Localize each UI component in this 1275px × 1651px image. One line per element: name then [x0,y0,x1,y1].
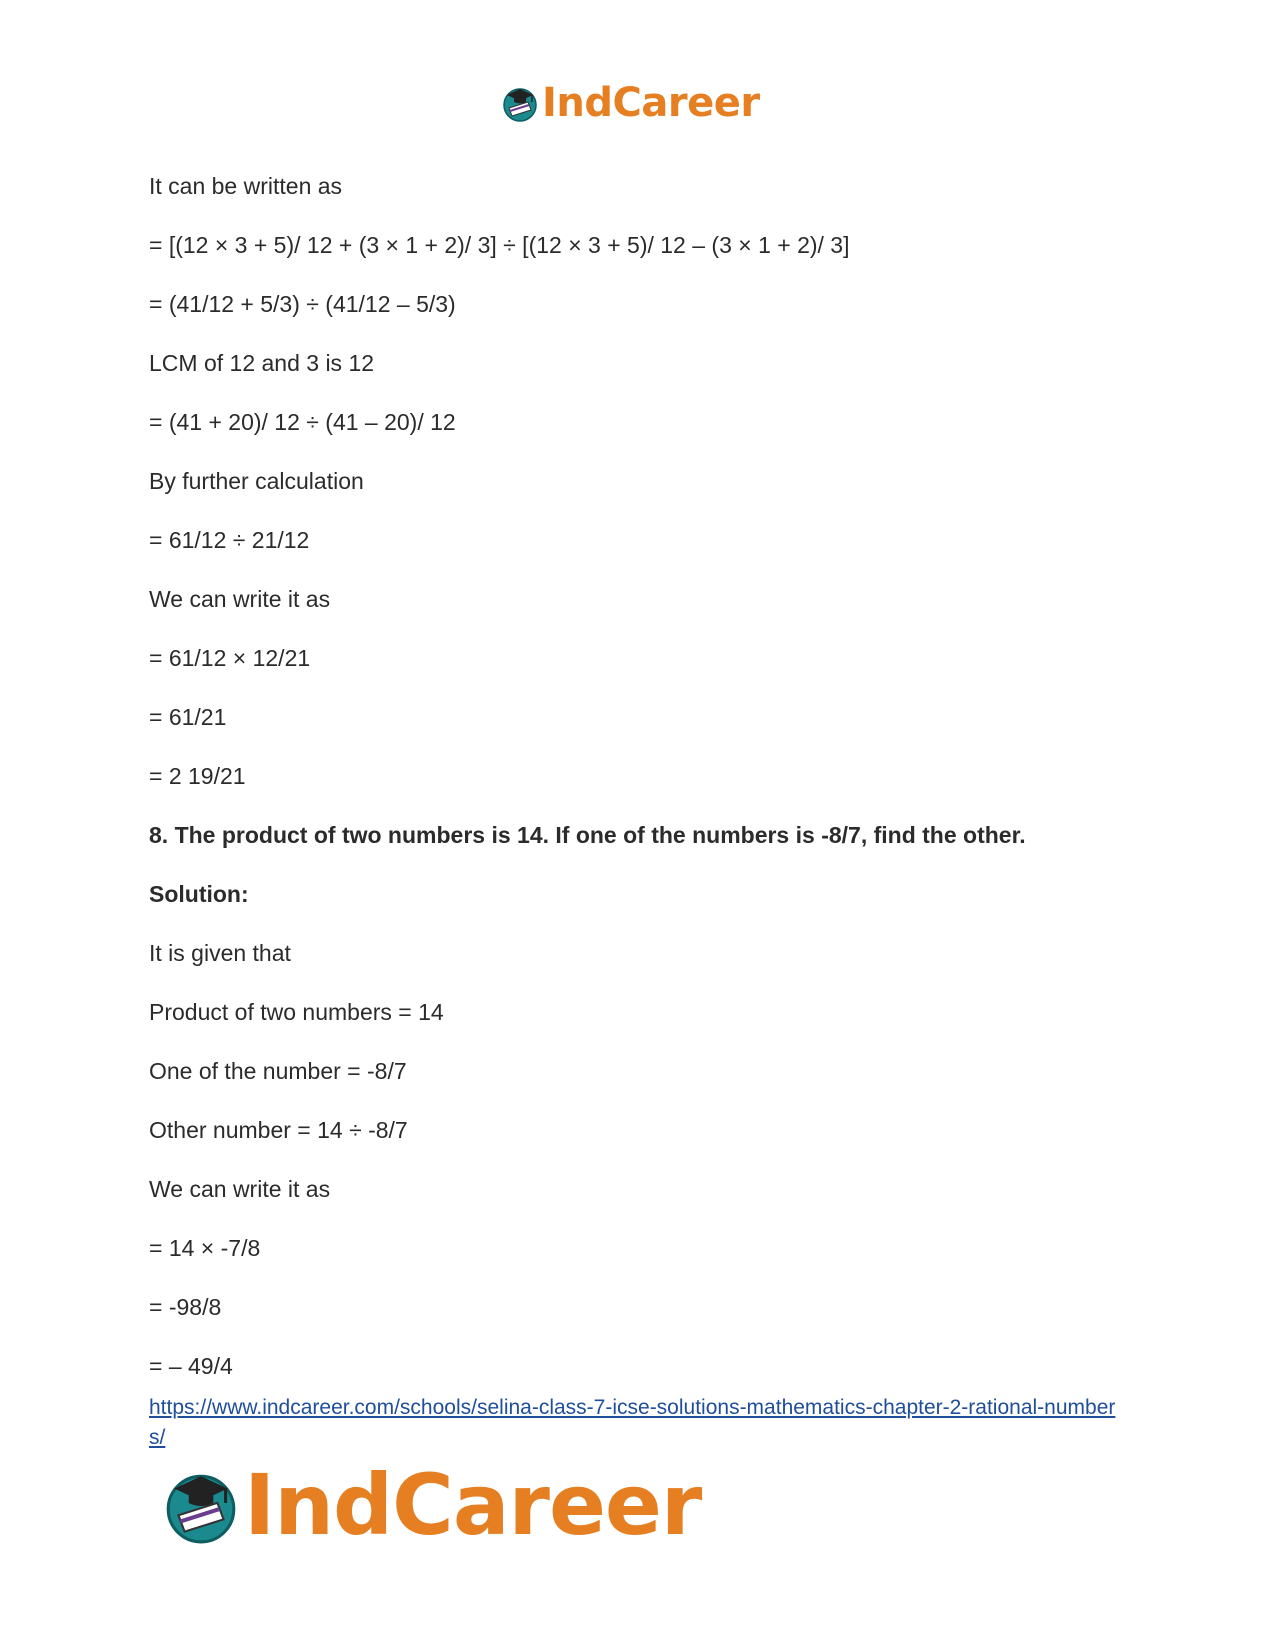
solution-step-line: = – 49/4 [149,1353,233,1379]
graduation-book-globe-icon [500,83,540,123]
solution-step-line: = 61/12 × 12/21 [149,645,311,671]
solution-content [149,172,1149,1380]
solution-step-line: = 61/21 [149,704,227,730]
solution-step-line: It is given that [149,940,291,966]
solution-step-line: It can be written as [149,173,343,199]
question-heading-line: Solution: [149,881,249,907]
source-url-link[interactable]: https://www.indcareer.com/schools/selina-class-7-icse-solutions-mathematics-chapter-2-rational-numbers/ [149,1396,1116,1449]
solution-step-line: = 61/12 ÷ 21/12 [149,527,310,553]
solution-step-line: = [(12 × 3 + 5)/ 12 + (3 × 1 + 2)/ 3] ÷ [(12 × 3 + 5)/ 12 – (3 × 1 + 2)/ 3] [149,232,850,258]
footer-logo [160,1456,702,1554]
solution-step-line: = (41 + 20)/ 12 ÷ (41 – 20)/ 12 [149,409,456,435]
brand-wordmark: IndCareer [542,80,760,126]
footer-brand-wordmark: IndCareer [244,1456,702,1554]
solution-step-line: = 2 19/21 [149,763,246,789]
solution-step-line: Other number = 14 ÷ -8/7 [149,1117,408,1143]
solution-step-line: We can write it as [149,586,331,612]
header-logo [500,78,760,128]
graduation-book-globe-icon [160,1464,242,1546]
solution-step-line: = (41/12 + 5/3) ÷ (41/12 – 5/3) [149,291,456,317]
question-heading-line: 8. The product of two numbers is 14. If one of the numbers is -8/7, find the other. [149,822,1026,848]
solution-step-line: We can write it as [149,1176,331,1202]
solution-step-line: LCM of 12 and 3 is 12 [149,350,375,376]
solution-step-line: = 14 × -7/8 [149,1235,261,1261]
solution-step-line: = -98/8 [149,1294,222,1320]
solution-step-line: Product of two numbers = 14 [149,999,444,1025]
solution-step-line: By further calculation [149,468,364,494]
solution-step-line: One of the number = -8/7 [149,1058,407,1084]
